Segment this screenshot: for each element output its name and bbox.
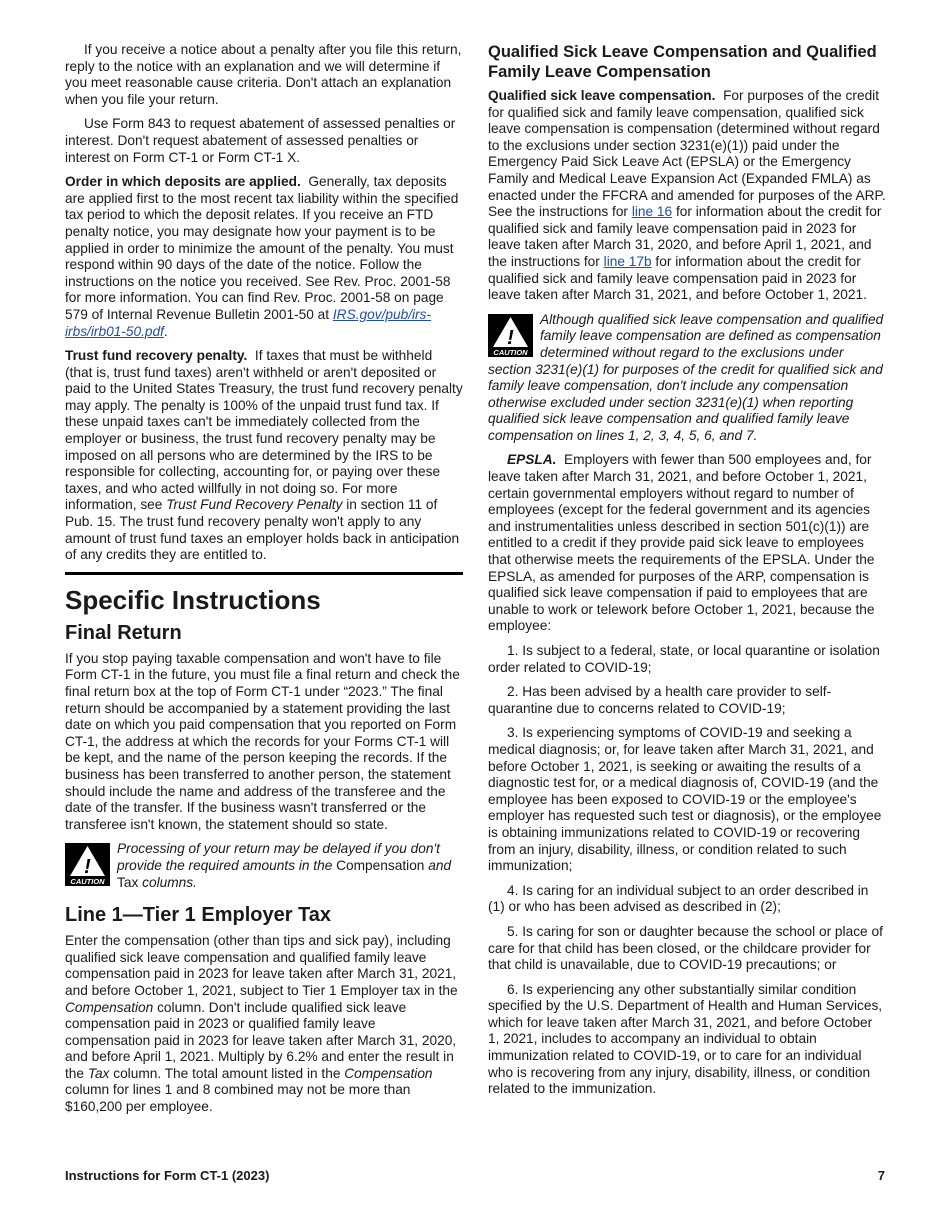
svg-text:CAUTION: CAUTION xyxy=(70,877,105,887)
line-1-heading: Line 1—Tier 1 Employer Tax xyxy=(65,904,332,927)
caution-icon xyxy=(65,843,110,886)
line-16-link[interactable]: line 16 xyxy=(631,204,673,220)
trust-fund-paragraph: Trust fund recovery penalty. If taxes that must be withheld (that is, trust fund taxes) aren't withheld or aren't deposited or paid to the United States Treasury, the trust fund recovery penalty may apply. The penalty is 100% of the unpaid trust fund tax. If these unpaid taxes can't be immediately collected from the employer or business, the trust fund recovery penalty may be imposed on all persons who are determined by the IRS to be responsible for collecting, accounting for, or paying over these taxes, and who acted willfully in not doing so. For more information, see Trust Fund Recovery Penalty in section 11 of Pub. 15. The trust fund recovery penalty won't apply to any amount of trust fund taxes an employer holds back in anticipation of any credits they are entitled to. xyxy=(65,348,463,563)
condition-list xyxy=(488,643,886,1098)
epsla-paragraph: EPSLA. Employers with fewer than 500 employees and, for leave taken after March 31, 2021, and before October 1, 2021, certain governmental employers without regard to number of employees (except for the federal government and its agencies and instrumentalities unless described in section 501(c)(1)) are entitled to a credit if they provide paid sick leave to employees that otherwise meets the requirements of the EPSLA. Under the EPSLA, as amended for purposes of the ARP, compensation is qualified sick leave compensation if paid to employees that are unable to work or telework before October 1, 2021, because the employee: xyxy=(488,452,875,634)
caution-note: ! CAUTION Processing of your return may be delayed if you don't provide the required amounts in the Compensation and Tax columns. xyxy=(65,841,463,891)
caution-note-right: ! CAUTION Although qualified sick leave compensation and qualified family leave compensation are defined as compensation determined without regard to the exclusions under section 3231(e)(1) for purposes of the credit for qualified sick and family leave compensation, don't include any compensation otherwise excluded under section 3231(e)(1) when reporting qualified sick leave compensation and qualified family leave compensation on lines 1, 2, 3, 4, 5, 6, and 7. xyxy=(488,311,884,443)
caution-icon xyxy=(488,314,533,357)
list-item: 5. Is caring for son or daughter because the school or place of care for that child has been closed, or the childcare provider for that child is unavailable, due to COVID-19 precautions; or xyxy=(488,923,883,973)
line-17b-link[interactable]: line 17b xyxy=(603,253,652,269)
final-return-heading: Final Return xyxy=(65,621,182,644)
svg-text:CAUTION: CAUTION xyxy=(493,347,528,357)
trust-fund-heading: Trust fund recovery penalty. xyxy=(65,348,248,364)
qualified-sick-leave-paragraph: Qualified sick leave compensation. For purposes of the credit for qualified sick and family leave compensation, qualified sick leave compensation is compensation (determined without regard to the exclusions under section 3231(e)(1)) paid under the Emergency Paid Sick Leave Act (EPSLA) or the Emergency Family and Medical Leave Expansion Act (Expanded FMLA) as enacted under the FFCRA and amended for purposes of the ARP. See the instructions for line 16 for information about the credit for qualified sick and family leave compensation paid in 2023 for leave taken after March 31, 2020, and before April 1, 2021, and the instructions for line 17b for information about the credit for qualified sick and family leave compensation paid in 2023 for leave taken after March 31, 2021, and before October 1, 2021. xyxy=(488,88,886,303)
qualified-leave-heading: Qualified Sick Leave Compensation and Qualified Family Leave Compensation xyxy=(488,43,877,81)
list-item: 1. Is subject to a federal, state, or local quarantine or isolation order related to COVID-19; xyxy=(488,643,880,675)
order-deposits-heading: Order in which deposits are applied. xyxy=(65,174,301,190)
irb-link[interactable]: IRS.gov/pub/irs-irbs/irb01-50.pdf xyxy=(65,306,432,339)
section-divider xyxy=(65,572,463,575)
final-return-paragraph: If you stop paying taxable compensation and won't have to file Form CT-1 in the future, you must file a final return and check the final return box at the top of Form CT-1 under “2023.” The final return should be accompanied by a statement providing the last date on which you paid compensation that you reported on Form CT-1, the address at which the records for your Forms CT-1 will be kept, and the name of the person keeping the records. If the business has been transferred to another person, the statement should include the name and address of the transferee and the date of the transfer. If the business wasn't transferred or the transferee isn't known, the statement should so state. xyxy=(65,650,460,832)
specific-instructions-heading: Specific Instructions xyxy=(65,584,321,615)
page-number: 7 xyxy=(877,1168,885,1183)
order-deposits-paragraph: Order in which deposits are applied. Generally, tax deposits are applied first to the most recent tax liability within the specified tax period to which the deposit relates. If you receive an FTD penalty notice, you may designate how your payment is to be applied in order to minimize the amount of the penalty. You must respond within 90 days of the date of the notice. Follow the instructions on the notice you received. See Rev. Proc. 2001-58 for more information. You can find Rev. Proc. 2001-58 on page 579 of Internal Revenue Bulletin 2001-50 at IRS.gov/pub/irs-irbs/irb01-50.pdf. xyxy=(65,174,459,339)
form-843-paragraph: Use Form 843 to request abatement of assessed penalties or interest. Don't request abatement of assessed penalties or interest on Form CT-1 or Form CT-1 X. xyxy=(65,116,456,165)
list-item: 3. Is experiencing symptoms of COVID-19 and seeking a medical diagnosis; or, for leave taken after March 31, 2021, and before October 1, 2021, is seeking or awaiting the results of a diagnostic test for, or a medical diagnosis of, COVID-19 (and the employee has been exposed to COVID-19 or the employee's employer has requested such test or diagnosis), or the employee is obtaining immunizations related to COVID-19 or recovering from an injury, disability, illness, or condition related to such immunization; xyxy=(488,725,882,874)
footer-title: Instructions for Form CT-1 (2023) xyxy=(65,1168,270,1183)
svg-text:!: ! xyxy=(507,326,514,349)
right-column xyxy=(488,42,886,1106)
svg-text:!: ! xyxy=(84,856,91,879)
line-1-paragraph: Enter the compensation (other than tips and sick pay), including qualified sick leave compensation and qualified family leave compensation paid in 2023 for leave taken after March 31, 2021, and before October 1, 2021, subject to Tier 1 Employer tax in the Compensation column. Don't include qualified sick leave compensation paid in 2023 or qualified family leave compensation paid in 2023 for leave taken after March 31, 2020, and before April 1, 2021. Multiply by 6.2% and enter the result in the Tax column. The total amount listed in the Compensation column for lines 1 and 8 combined may not be more than $160,200 per employee. xyxy=(65,933,458,1115)
list-item: 2. Has been advised by a health care provider to self-quarantine due to concerns related to COVID-19; xyxy=(488,684,832,716)
left-column xyxy=(65,42,463,1124)
list-item: 6. Is experiencing any other substantially similar condition specified by the U.S. Department of Health and Human Services, which for leave taken after March 31, 2021, and before October 1, 2021, includes to accompany an individual to obtain immunization related to COVID-19, or to care for an individual who is recovering from any injury, disability, illness, or condition related to the immunization. xyxy=(488,981,883,1097)
list-item: 4. Is caring for an individual subject to an order described in (1) or who has been advised as described in (2); xyxy=(488,882,869,915)
penalty-notice-paragraph: If you receive a notice about a penalty after you file this return, reply to the notice with an explanation and we will determine if you meet reasonable cause criteria. Don't attach an explanation when you file your return. xyxy=(65,42,462,107)
